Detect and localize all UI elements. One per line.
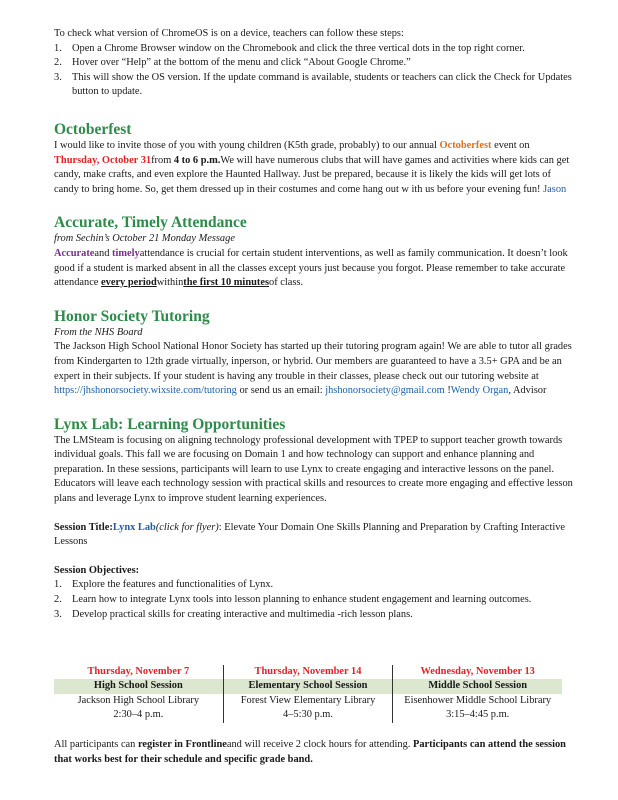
list-item: 2. Learn how to integrate Lynx tools into lesson planning to enhance student engagement and learning outcomes. [54, 594, 532, 606]
signature-link[interactable]: Jason [543, 183, 567, 195]
octoberfest-heading: Octoberfest [54, 120, 132, 138]
session-title: Session Title:Lynx Lab(click for flyer): Elevate Your Domain One Skills Planning and Preparation by Crafting Interactive Lessons [54, 521, 566, 548]
octoberfest-body: I would like to invite those of you with young children (K5th grade, probably) to our annual Octoberfest event on Thursday, October 31from 4 to 6 p.m.We will have numerous clubs that will have games and activities where kids can get candy, make crafts, and even explore the Haunted Hallway. Just be prepared, because it is likely the kids will get lots of candy to bring home. So, get them dressed up in their costumes and come hang out w ith us before your evening fun! Jason [54, 139, 570, 195]
chrome-intro: To check what version of ChromeOS is on a device, teachers can follow these steps: [54, 28, 404, 39]
register-frontline-text: register in Frontline [137, 739, 227, 750]
lynx-lab-link[interactable]: Lynx Lab [112, 521, 156, 533]
list-item: 2. Hover over “Help” at the bottom of the menu and click “About Google Chrome.” [54, 57, 411, 69]
honor-heading: Honor Society Tutoring [54, 307, 210, 325]
honor-body: The Jackson High School National Honor Society has started up their tutoring program again! We are able to tutor all grades from Kindergarten to 12th grade virtually, inperson, or hybrid. Our members are guaranteed to have a 3.5+ GPA and be an expert in their subjects. If your student is having any trouble in their classes, please check out our tutoring website at https://jhshonorsociety.wixsite.com/tutoring or send us an email: jhshonorsociety@gmail.com !Wendy Organ, Advisor [54, 341, 572, 397]
session-time: 2:30–4 p.m. [113, 709, 164, 721]
session-place: Forest View Elementary Library [223, 694, 394, 708]
attendance-body: Accurateand timelyattendance is crucial for certain student interventions, as well as family communication. It doesn’t look good if a student is marked absent in all the classes except yours just because you forgot. Please remember to take accurate attendance every periodwithinthe first 10 minutesof class. [54, 247, 568, 289]
session-place: Jackson High School Library [77, 694, 200, 706]
session-name: Middle School Session [428, 680, 528, 692]
session-date: Wednesday, November 13 [420, 666, 535, 677]
list-item: 3. This will show the OS version. If the update command is available, students or teachers can click the Check for Updates button to update. [54, 71, 572, 98]
advisor-link[interactable]: Wendy Organ [450, 385, 509, 397]
session-time: 4–5:30 p.m. [223, 708, 394, 722]
session-schedule-table [54, 665, 562, 723]
newsletter-content [54, 27, 574, 622]
tutoring-website-link[interactable]: https://jhshonorsociety.wixsite.com/tutoring [54, 385, 237, 397]
session-date: Thursday, November 14 [223, 665, 394, 679]
objectives-label: Session Objectives: [54, 564, 140, 576]
table-row [54, 694, 562, 708]
registration-note: All participants can register in Frontlineand will receive 2 clock hours for attending. Participants can attend the session that works best for their schedule and specific grade band. [54, 739, 566, 765]
list-item: 1. Explore the features and functionalities of Lynx. [54, 579, 274, 591]
table-row [54, 679, 562, 693]
session-name: Elementary School Session [223, 679, 394, 693]
objectives-list [54, 578, 574, 622]
table-row [54, 708, 562, 722]
lynx-body: The LMSteam is focusing on aligning technology professional development with TPEP to support teacher growth towards individual goals. This fall we are focusing on Domain 1 and how technology can support and enhance planning and preparation. In these sessions, participants will learn to use Lynx to create engaging and interactive lessons on the panel. Educators will leave each technology session with practical skills and resources to create more engaging and effective lesson plans and leverage Lynx to improve student learning experiences. [54, 434, 573, 505]
list-item: 1. Open a Chrome Browser window on the Chromebook and click the three vertical dots in the top right corner. [54, 42, 525, 54]
session-name: High School Session [93, 680, 183, 692]
attendance-heading: Accurate, Timely Attendance [54, 214, 247, 232]
list-item: 3. Develop practical skills for creating interactive and multimedia -rich lesson plans. [54, 608, 413, 620]
honor-source: From the NHS Board [54, 326, 143, 338]
session-place: Eisenhower Middle School Library [404, 694, 552, 706]
email-link[interactable]: jhshonorsociety@gmail.com [325, 385, 445, 397]
session-date: Thursday, November 7 [87, 666, 190, 677]
lynx-heading: Lynx Lab: Learning Opportunities [54, 415, 286, 433]
table-row [54, 665, 562, 679]
session-time: 3:15–4:45 p.m. [446, 709, 510, 721]
attendance-source: from Sechin’s October 21 Monday Message [54, 233, 235, 245]
chrome-steps [54, 42, 574, 100]
